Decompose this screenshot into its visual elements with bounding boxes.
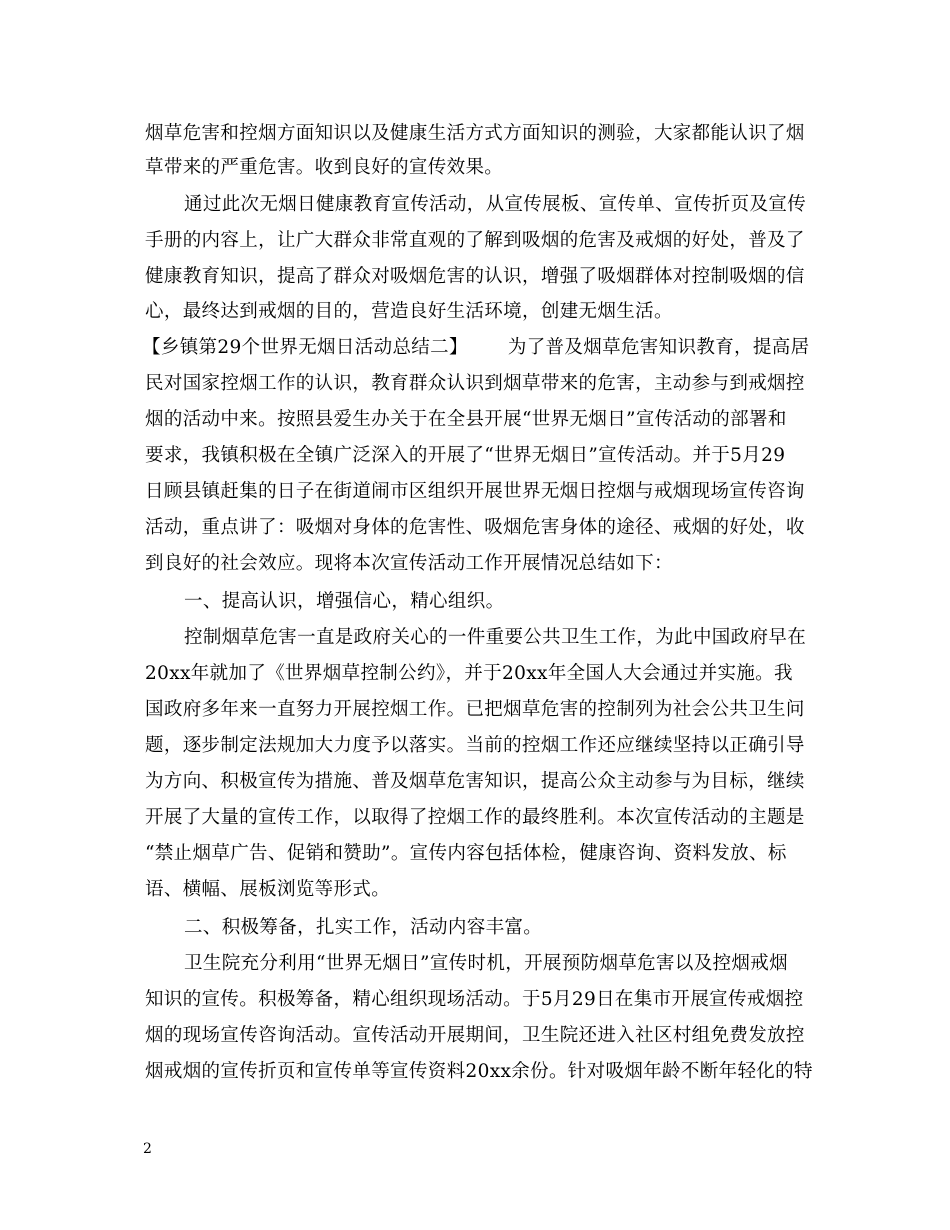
- text-line: 活动，重点讲了：吸烟对身体的危害性、吸烟危害身体的途径、戒烟的好处，收: [145, 517, 805, 538]
- page-number: 2: [143, 1141, 152, 1157]
- text-line: 民对国家控烟工作的认识，教育群众认识到烟草带来的危害，主动参与到戒烟控: [145, 373, 805, 394]
- text-line: 草带来的严重危害。收到良好的宣传效果。: [145, 157, 504, 178]
- text-line: “禁止烟草广告、促销和赞助”。宣传内容包括体检，健康咨询、资料发放、标: [145, 843, 787, 864]
- text-line: 语、横幅、展板浏览等形式。: [145, 879, 391, 900]
- text-line: 20xx年就加了《世界烟草控制公约》，并于20xx年全国人大会通过并实施。我: [145, 663, 793, 684]
- text-line: 烟的现场宣传咨询活动。宣传活动开展期间，卫生院还进入社区村组免费发放控: [145, 1025, 805, 1046]
- text-line: 控制烟草危害一直是政府关心的一件重要公共卫生工作，为此中国政府早在: [184, 627, 807, 648]
- text-line: 通过此次无烟日健康教育宣传活动，从宣传展板、宣传单、宣传折页及宣传: [184, 194, 807, 215]
- text-line: 开展了大量的宣传工作，以取得了控烟工作的最终胜利。本次宣传活动的主题是: [145, 807, 805, 828]
- text-line: 知识的宣传。积极筹备，精心组织现场活动。于5月29日在集市开展宣传戒烟控: [145, 989, 804, 1010]
- section-heading-line: [142, 336, 809, 360]
- section-subheading: 一、提高认识，增强信心，精心组织。: [184, 591, 505, 612]
- text-line: 烟草危害和控烟方面知识以及健康生活方式方面知识的测验，大家都能认识了烟: [145, 123, 805, 144]
- text-line: 日顾县镇赶集的日子在街道闹市区组织开展世界无烟日控烟与戒烟现场宣传咨询: [145, 481, 805, 502]
- text-line: 要求，我镇积极在全镇广泛深入的开展了“世界无烟日”宣传活动。并于5月29: [145, 445, 786, 466]
- text-line: 题，逐步制定法规加大力度予以落实。当前的控烟工作还应继续坚持以正确引导: [145, 735, 805, 756]
- text-line: 为方向、积极宣传为措施、普及烟草危害知识，提高公众主动参与为目标，继续: [145, 771, 805, 792]
- text-line: 烟戒烟的宣传折页和宣传单等宣传资料20xx余份。针对吸烟年龄不断年轻化的特: [145, 1061, 813, 1082]
- section-subheading: 二、积极筹备，扎实工作，活动内容丰富。: [184, 917, 543, 938]
- text-line: 卫生院充分利用“世界无烟日”宣传时机，开展预防烟草危害以及控烟戒烟: [184, 953, 788, 974]
- text-line: 手册的内容上，让广大群众非常直观的了解到吸烟的危害及戒烟的好处，普及了: [145, 230, 805, 251]
- section-heading: 【乡镇第29个世界无烟日活动总结二】: [142, 337, 468, 358]
- heading-rest: 为了普及烟草危害知识教育，提高居: [507, 337, 810, 358]
- text-line: 烟的活动中来。按照县爱生办关于在全县开展“世界无烟日”宣传活动的部署和: [145, 409, 787, 430]
- text-line: 国政府多年来一直努力开展控烟工作。已把烟草危害的控制列为社会公共卫生问: [145, 699, 805, 720]
- text-line: 心，最终达到戒烟的目的，营造良好生活环境，创建无烟生活。: [145, 301, 673, 322]
- text-line: 健康教育知识，提高了群众对吸烟危害的认识，增强了吸烟群体对控制吸烟的信: [145, 266, 805, 287]
- text-line: 到良好的社会效应。现将本次宣传活动工作开展情况总结如下：: [145, 553, 673, 574]
